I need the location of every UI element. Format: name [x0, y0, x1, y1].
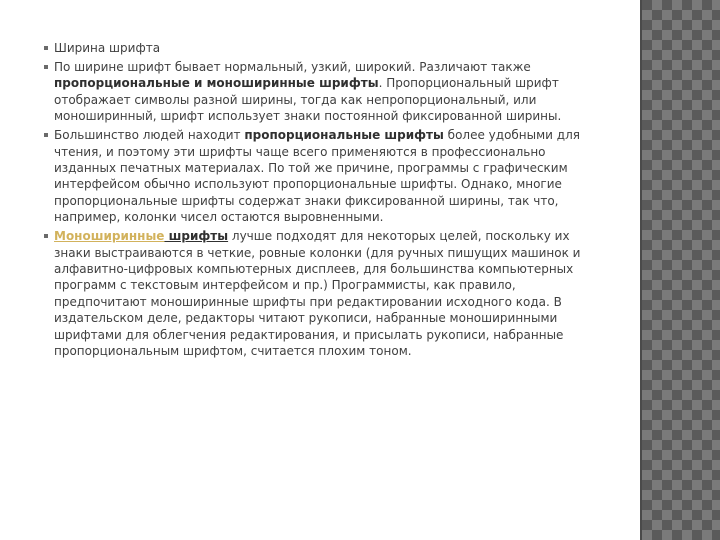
bullet-text-before: Большинство людей находит	[54, 128, 245, 143]
bullet-text-before: По ширине шрифт бывает нормальный, узкий, широкий. Различают также	[54, 60, 531, 74]
bullet-list	[54, 40, 604, 360]
bullet-text: Ширина шрифта	[54, 41, 161, 55]
square-bullet-icon	[44, 234, 48, 238]
bullet-item-font-width	[54, 40, 604, 56]
bold-term: пропорциональные шрифты	[244, 128, 444, 143]
square-bullet-icon	[44, 65, 48, 69]
monospace-link[interactable]: Моноширинные	[54, 229, 165, 244]
bullet-item-proportional	[54, 127, 604, 225]
bullet-item-monospace	[54, 228, 604, 359]
square-bullet-icon	[44, 46, 48, 50]
fonts-link[interactable]: шрифты	[164, 229, 229, 244]
bullet-text-after: . Пропорциональный шрифт отображает символы разной ширины, тогда как непропорциональный, или моноширинный, шрифт использует знаки постоянной фиксированной ширины.	[54, 76, 562, 124]
bullet-text-after: лучше подходят для некоторых целей, поскольку их знаки выстраиваются в четкие, ровные колонки (для ручных пишущих машинок и алфавитно-цифровых компьютерных дисплеев, для большинства компьютерных программ с текстовым интерфейсом и пр.) Программисты, как правило, предпочитают моноширинные шрифты при редактировании исходного кода. В издательском деле, редакторы читают рукописи, набранные моноширинными шрифтами для облегчения редактирования, и присылать рукописи, набранные пропорциональным шрифтом, считается плохим тоном.	[54, 229, 581, 359]
decorative-side-pattern	[640, 0, 720, 540]
square-bullet-icon	[44, 133, 48, 137]
bullet-item-width-types	[54, 59, 604, 125]
slide-content	[54, 40, 604, 362]
bullet-text-after: более удобными для чтения, и поэтому эти шрифты чаще всего применяются в профессионально изданных печатных материалах. По той же причине, программы с графическим интерфейсом обычно используют пропорциональные шрифты. Однако, многие пропорциональные шрифты содержат знаки фиксированной ширины, так что, например, колонки чисел остаются выровненными.	[54, 128, 580, 225]
bold-term: пропорциональные и моноширинные шрифты	[54, 76, 379, 91]
